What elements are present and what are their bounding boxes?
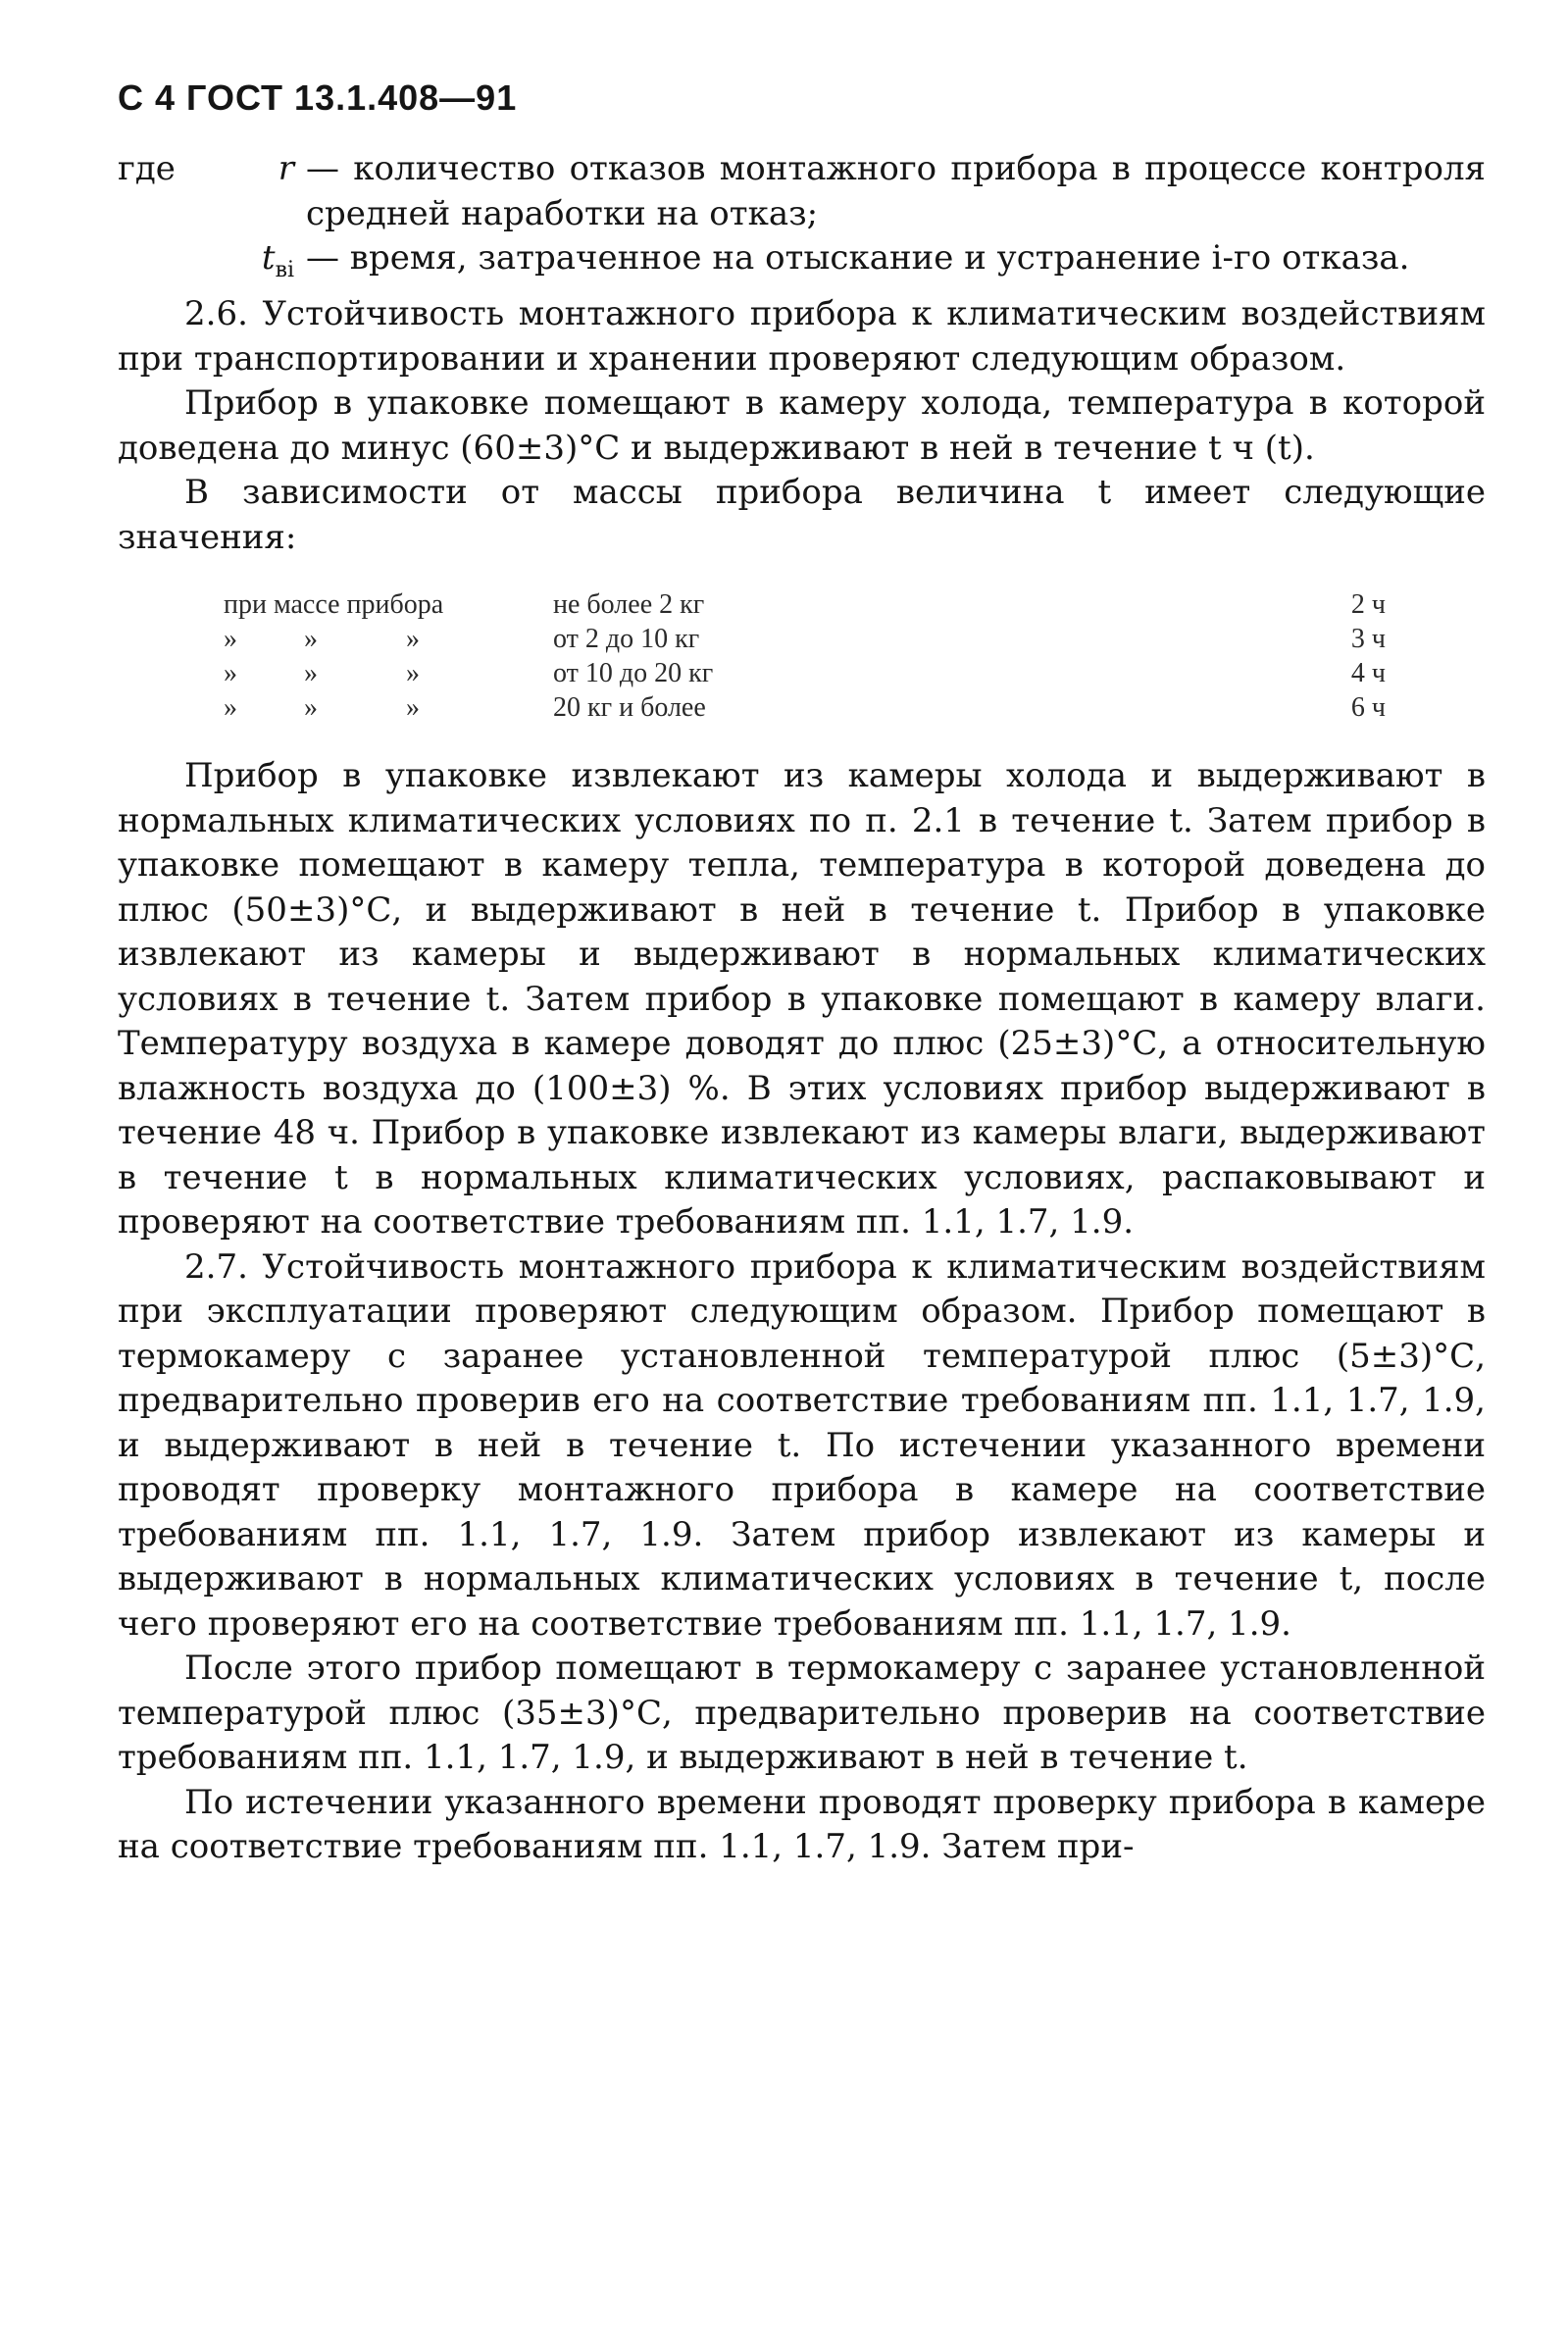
paragraph-final: По истечении указанного времени проводят проверку прибора в камере на соответствие требованиям пп. 1.1, 1.7, 1.9. Затем при- bbox=[118, 1782, 1486, 1867]
page-body bbox=[118, 147, 1486, 1870]
document-page bbox=[118, 78, 1486, 1870]
definition-r bbox=[118, 147, 1486, 236]
paragraph-2-6: 2.6. Устойчивость монтажного прибора к климатическим воздействиям при транспортировании и хранении проверяют следующим образом. bbox=[118, 294, 1486, 379]
definition-lead bbox=[118, 236, 228, 292]
definition-text: — время, затраченное на отыскание и устранение i-го отказа. bbox=[306, 238, 1410, 278]
table-row: при массе прибора не более 2 кг 2 ч bbox=[224, 589, 1386, 621]
definition-t bbox=[118, 236, 1486, 292]
exposure-time: 2 ч bbox=[1350, 589, 1386, 621]
definition-text: — количество отказов монтажного прибора в процессе контроля средней наработки на отказ; bbox=[306, 149, 1486, 233]
paragraph-mass-intro: В зависимости от массы прибора величина t имеет следующие значения: bbox=[118, 473, 1486, 557]
mass-range: 20 кг и более bbox=[553, 692, 706, 724]
table-row: » » » от 2 до 10 кг 3 ч bbox=[224, 624, 1386, 655]
page-header: С 4 ГОСТ 13.1.408—91 bbox=[118, 77, 518, 118]
mass-range: не более 2 кг bbox=[553, 589, 705, 621]
paragraph-cold-chamber: Прибор в упаковке помещают в камеру холода, температура в которой доведена до минус (60±3)°С и выдерживают в ней в течение t ч (t). bbox=[118, 383, 1486, 468]
table-row: » » » от 10 до 20 кг 4 ч bbox=[224, 658, 1386, 689]
definition-symbol: $t_{вi}$ bbox=[261, 238, 294, 282]
mass-time-table bbox=[224, 587, 1386, 725]
definition-lead: где bbox=[118, 149, 176, 188]
definition-symbol: r bbox=[278, 149, 294, 188]
paragraph-35-degrees: После этого прибор помещают в термокамеру с заранее установленной температурой плюс (35±3)°С, предварительно проверив на соответствие требованиям пп. 1.1, 1.7, 1.9, и выдерживают в ней в течение t. bbox=[118, 1649, 1486, 1778]
exposure-time: 4 ч bbox=[1350, 658, 1386, 689]
paragraph-2-7: 2.7. Устойчивость монтажного прибора к климатическим воздействиям при эксплуатации проверяют следующим образом. Прибор помещают в термокамеру с заранее установленной температурой плюс (5±3)°С, предварительно проверив его на соответствие требованиям пп. 1.1, 1.7, 1.9, и выдерживают в ней в течение t. По истечении указанного времени проводят проверку монтажного прибора в камере на соответствие требованиям пп. 1.1, 1.7, 1.9. Затем прибор извлекают из камеры и выдерживают в нормальных климатических условиях в течение t, после чего проверяют его на соответствие требованиям пп. 1.1, 1.7, 1.9. bbox=[118, 1246, 1486, 1644]
exposure-time: 3 ч bbox=[1350, 624, 1386, 655]
mass-range: от 10 до 20 кг bbox=[553, 658, 714, 689]
exposure-time: 6 ч bbox=[1350, 692, 1386, 724]
table-row: » » » 20 кг и более 6 ч bbox=[224, 692, 1386, 724]
paragraph-climate-cycle: Прибор в упаковке извлекают из камеры холода и выдерживают в нормальных климатических условиях по п. 2.1 в течение t. Затем прибор в упаковке помещают в камеру тепла, температура в которой доведена до плюс (50±3)°С, и выдерживают в ней в течение t. Прибор в упаковке извлекают из камеры и выдерживают в нормальных климатических условиях в течение t. Затем прибор в упаковке помещают в камеру влаги. Температуру воздуха в камере доводят до плюс (25±3)°С, а относительную влажность воздуха до (100±3) %. В этих условиях прибор выдерживают в течение 48 ч. Прибор в упаковке извлекают из камеры влаги, выдерживают в течение t в нормальных климатических условиях, распаковывают и проверяют на соответствие требованиям пп. 1.1, 1.7, 1.9. bbox=[118, 756, 1486, 1243]
mass-range: от 2 до 10 кг bbox=[553, 624, 700, 655]
